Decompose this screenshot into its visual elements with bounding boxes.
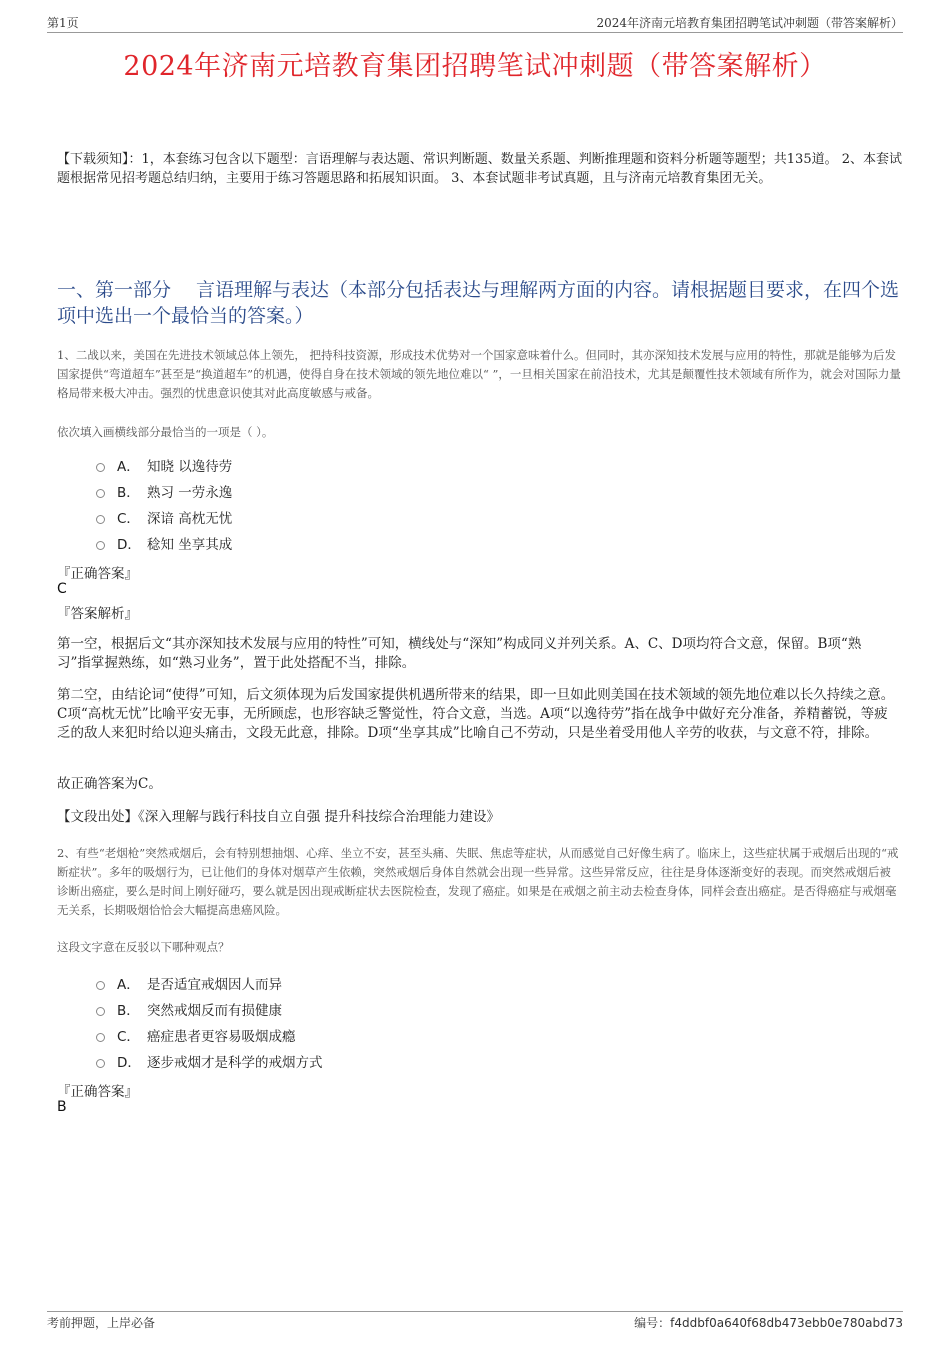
code-value: f4ddbf0a640f68db473ebb0e780abd73	[670, 1316, 903, 1330]
question-1-stem: 1、二战以来，美国在先进技术领域总体上领先， 把持科技资源，形成技术优势对一个国家意味着什么。但同时，其亦深知技术发展与应用的特性，那就是能够为后发国家提供“弯道超车”甚至是“换道超车”的机遇，使得自身在技术领域的领先地位难以“ ”，一旦相关国家在前沿技术，尤其是颠覆性技术领域有所作为，就会对国际力量格局带来极大冲击。强烈的忧患意识使其对此高度敏感与戒备。	[57, 348, 901, 400]
footer-slogan: 考前押题，上岸必备	[47, 1316, 156, 1330]
option-d[interactable]: D． 逐步戒烟才是科学的戒烟方式	[96, 1048, 323, 1074]
radio-icon[interactable]	[96, 541, 105, 550]
header-doc-title: 2024年济南元培教育集团招聘笔试冲刺题（带答案解析）	[596, 16, 903, 30]
option-b[interactable]: B． 突然戒烟反而有损健康	[96, 996, 323, 1022]
header-divider	[47, 32, 903, 33]
question-2-prompt: 这段文字意在反驳以下哪种观点？	[57, 940, 230, 954]
option-c[interactable]: C． 深谙 高枕无忧	[96, 504, 232, 530]
footer-divider	[47, 1311, 903, 1312]
page-number: 第1页	[47, 16, 79, 30]
footer-code	[634, 1314, 903, 1331]
answer-label: 『正确答案』	[57, 566, 138, 582]
code-label: 编号：	[634, 1316, 671, 1330]
option-c[interactable]: C． 癌症患者更容易吸烟成瘾	[96, 1022, 323, 1048]
radio-icon[interactable]	[96, 981, 105, 990]
question-1-options	[96, 452, 232, 556]
radio-icon[interactable]	[96, 463, 105, 472]
question-2-stem: 2、有些“老烟枪”突然戒烟后，会有特别想抽烟、心痒、坐立不安，甚至头痛、失眠、焦虑等症状，从而感觉自己好像生病了。临床上，这些症状属于戒烟后出现的“戒断症状”。多年的吸烟行为，已让他们的身体对烟草产生依赖，突然戒烟后身体自然就会出现一些异常。这些异常反应，往往是身体逐渐变好的表现。而突然戒烟后被诊断出癌症，要么是时间上刚好碰巧，要么就是因出现戒断症状去医院检查，发现了癌症。如果是在戒烟之前主动去检查身体，同样会查出癌症。是否得癌症与戒烟毫无关系，长期吸烟恰恰会大幅提高患癌风险。	[57, 846, 899, 917]
option-d[interactable]: D． 稔知 坐享其成	[96, 530, 232, 556]
correct-answer: B	[57, 1099, 67, 1115]
radio-icon[interactable]	[96, 1007, 105, 1016]
analysis-conclusion: 故正确答案为C。	[57, 776, 162, 792]
radio-icon[interactable]	[96, 489, 105, 498]
download-notice: 【下载须知】：1，本套练习包含以下题型：言语理解与表达题、常识判断题、数量关系题、判断推理题和资料分析题等题型；共135道。 2、本套试题根据常见招考题总结归纳，主要用于练习答题思路和拓展知识面。 3、本套试题非考试真题，且与济南元培教育集团无关。	[57, 152, 902, 186]
radio-icon[interactable]	[96, 515, 105, 524]
radio-icon[interactable]	[96, 1033, 105, 1042]
radio-icon[interactable]	[96, 1059, 105, 1068]
analysis-paragraph: 第二空，由结论词“使得”可知，后文须体现为后发国家提供机遇所带来的结果，即一旦如此则美国在技术领域的领先地位难以长久持续之意。C项“高枕无忧”比喻平安无事，无所顾虑，也形容缺乏警觉性，符合文意，当选。A项“以逸待劳”指在战争中做好充分准备，养精蓄锐，等疲乏的敌人来犯时给以迎头痛击，文段无此意，排除。D项“坐享其成”比喻自己不劳动，只是坐着受用他人辛劳的收获，与文意不符，排除。	[57, 687, 895, 741]
question-2-options	[96, 970, 323, 1074]
question-1-prompt: 依次填入画横线部分最恰当的一项是（ ）。	[57, 425, 274, 439]
analysis-label: 『答案解析』	[57, 606, 138, 622]
answer-label: 『正确答案』	[57, 1084, 138, 1100]
document-title: 2024年济南元培教育集团招聘笔试冲刺题（带答案解析）	[123, 51, 827, 82]
source-citation: 【文段出处】《深入理解与践行科技自立自强 提升科技综合治理能力建设》	[57, 809, 501, 825]
option-a[interactable]: A． 知晓 以逸待劳	[96, 452, 232, 478]
section-heading: 一、第一部分 言语理解与表达（本部分包括表达与理解两方面的内容。请根据题目要求，在四个选项中选出一个最恰当的答案。）	[57, 279, 900, 327]
analysis-paragraph: 第一空，根据后文“其亦深知技术发展与应用的特性”可知，横线处与“深知”构成同义并列关系。A、C、D项均符合文意，保留。B项“熟习”指掌握熟练，如“熟习业务”，置于此处搭配不当，排除。	[57, 636, 862, 671]
correct-answer: C	[57, 581, 67, 597]
option-a[interactable]: A． 是否适宜戒烟因人而异	[96, 970, 323, 996]
option-b[interactable]: B． 熟习 一劳永逸	[96, 478, 232, 504]
